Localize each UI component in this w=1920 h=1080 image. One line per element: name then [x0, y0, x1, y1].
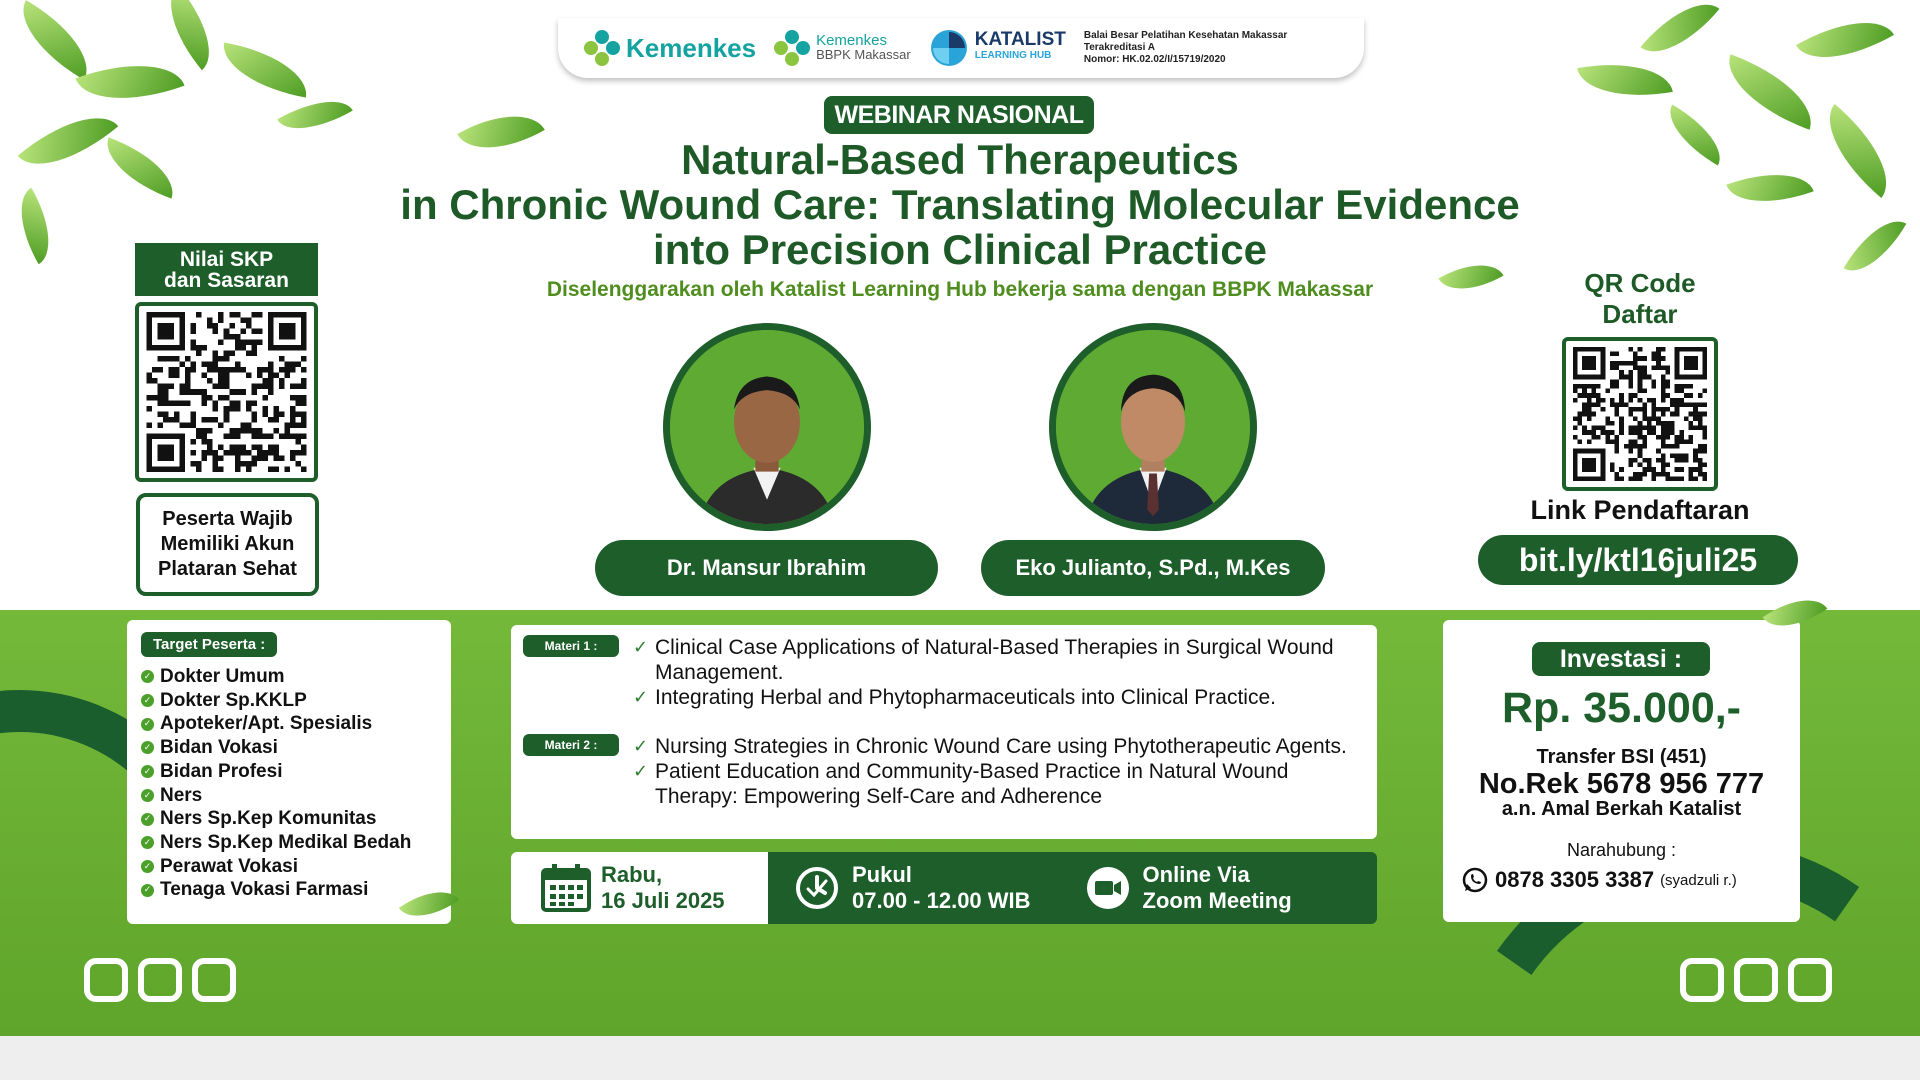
account-number: No.Rek 5678 956 777: [1478, 768, 1765, 800]
target-participants-card: [127, 620, 451, 924]
list-item: [141, 807, 437, 831]
speaker-1-name: Dr. Mansur Ibrahim: [595, 540, 938, 596]
skp-heading: [135, 243, 318, 296]
target-item-text: Bidan Vokasi: [160, 737, 278, 759]
check-icon: ✓: [141, 860, 154, 873]
target-item-text: Ners Sp.Kep Medikal Bedah: [160, 831, 412, 853]
target-item-text: Dokter Umum: [160, 666, 285, 687]
venue-line-1: Online Via: [1142, 862, 1250, 887]
bubble-shape: [192, 958, 236, 1002]
materi-1-label: Materi 1 :: [523, 635, 619, 657]
materi-2-label: Materi 2 :: [523, 734, 619, 756]
partner-logos-bar: [558, 18, 1364, 78]
check-icon: ✓: [633, 687, 649, 707]
list-item: [633, 635, 1363, 685]
decorative-bubbles-right: [1680, 958, 1832, 1002]
bubble-shape: [138, 958, 182, 1002]
check-icon: ✓: [141, 836, 154, 849]
target-item-text: Dokter Sp.KKLP: [160, 689, 307, 711]
qr-code-icon: [145, 312, 308, 472]
event-time-venue: [768, 852, 1377, 924]
account-requirement-note: [136, 493, 319, 596]
list-item: [141, 831, 437, 855]
registration-qr-heading: [1540, 268, 1740, 330]
bubble-shape: [1734, 958, 1778, 1002]
event-title-line: in Chronic Wound Care: Translating Molecular Evidence: [400, 181, 1520, 228]
event-day: Rabu,: [601, 862, 663, 887]
account-name: a.n. Amal Berkah Katalist: [1501, 798, 1742, 820]
event-date-text: 16 Juli 2025: [601, 888, 725, 913]
registration-qr-code[interactable]: [1562, 337, 1718, 491]
materi-item-text: Integrating Herbal and Phytopharmaceuticals into Clinical Practice.: [655, 686, 1276, 709]
accreditation-line: Terakreditasi A: [1083, 42, 1156, 53]
check-icon: ✓: [141, 694, 154, 707]
decorative-bubbles-left: [84, 958, 236, 1002]
katalist-mark-icon: [929, 28, 969, 68]
list-item: [633, 734, 1363, 759]
list-item: [633, 685, 1363, 710]
qr-code-icon: [1572, 347, 1708, 481]
list-item: [141, 855, 437, 879]
materi-2-items: [633, 734, 1363, 809]
event-venue: [1085, 862, 1292, 914]
organizer-subtitle: Diselenggarakan oleh Katalist Learning Hub bekerja sama dengan BBPK Makassar: [546, 278, 1374, 301]
target-item-text: Apoteker/Apt. Spesialis: [160, 713, 373, 735]
bbpk-logo-bottom: BBPK Makassar: [816, 47, 911, 62]
target-label: Target Peserta :: [141, 632, 277, 657]
registration-link-label: Link Pendaftaran: [1530, 495, 1750, 525]
bubble-shape: [84, 958, 128, 1002]
check-icon: ✓: [633, 736, 649, 756]
qr-heading-line: Daftar: [1602, 299, 1678, 329]
list-item: [141, 689, 437, 713]
bubble-shape: [1680, 958, 1724, 1002]
event-title-line: Natural-Based Therapeutics: [681, 136, 1239, 183]
investment-label: Investasi :: [1532, 642, 1710, 676]
accreditation-text: [1084, 30, 1287, 66]
check-icon: ✓: [633, 637, 649, 657]
time-label: Pukul: [852, 862, 912, 887]
materi-2: [523, 734, 1363, 809]
check-icon: ✓: [141, 718, 154, 731]
person-icon: [1056, 330, 1250, 524]
check-icon: ✓: [141, 813, 154, 826]
video-camera-icon: [1085, 865, 1131, 911]
venue-line-2: Zoom Meeting: [1142, 888, 1292, 913]
speaker-1-photo: [663, 323, 871, 531]
person-icon: [670, 330, 864, 524]
list-item: [141, 712, 437, 736]
event-date: [511, 852, 771, 924]
target-item-text: Perawat Vokasi: [160, 855, 299, 877]
target-item-text: Tenaga Vokasi Farmasi: [160, 879, 369, 901]
contact-phone-row[interactable]: [1461, 866, 1737, 894]
target-item-text: Bidan Profesi: [160, 760, 283, 782]
kemenkes-logo-text: Kemenkes: [626, 32, 757, 63]
investment-card: [1443, 620, 1800, 922]
check-icon: ✓: [141, 789, 154, 802]
katalist-logo: [929, 28, 1066, 68]
katalist-logo-bottom: LEARNING HUB: [974, 50, 1052, 61]
check-icon: ✓: [141, 765, 154, 778]
target-list: [141, 665, 437, 902]
list-item: [141, 760, 437, 784]
kemenkes-mark-icon: [584, 30, 620, 66]
materials-card: [511, 625, 1377, 839]
accreditation-line: Nomor: HK.02.02/I/15719/2020: [1083, 54, 1226, 65]
webinar-tag: WEBINAR NASIONAL: [824, 96, 1094, 134]
skp-qr-code[interactable]: [135, 302, 318, 482]
list-item: [141, 665, 437, 689]
qr-heading-line: QR Code: [1584, 268, 1696, 298]
materi-item-text: Clinical Case Applications of Natural-Based Therapies in Surgical Wound Management.: [655, 636, 1334, 684]
skp-heading-line: Nilai SKP: [179, 248, 274, 271]
time-value: 07.00 - 12.00 WIB: [852, 888, 1031, 913]
skp-heading-line: dan Sasaran: [164, 269, 289, 292]
note-line: Memiliki Akun: [160, 533, 295, 555]
event-time: [794, 862, 1031, 914]
note-line: Peserta Wajib: [162, 508, 293, 530]
note-line: Plataran Sehat: [158, 558, 297, 580]
bbpk-logo-top: Kemenkes: [816, 32, 887, 49]
transfer-bank: Transfer BSI (451): [1536, 746, 1707, 768]
clock-icon: [794, 865, 840, 911]
whatsapp-icon: [1461, 866, 1489, 894]
check-icon: ✓: [141, 670, 154, 683]
materi-item-text: Nursing Strategies in Chronic Wound Care using Phytotherapeutic Agents.: [655, 735, 1347, 758]
target-item-text: Ners: [160, 784, 203, 806]
kemenkes-logo: [584, 30, 756, 66]
bottom-strip: [0, 1036, 1920, 1080]
materi-1-items: [633, 635, 1363, 710]
check-icon: ✓: [633, 761, 649, 781]
registration-link[interactable]: bit.ly/ktl16juli25: [1478, 535, 1798, 585]
list-item: [141, 736, 437, 760]
materi-1: [523, 635, 1363, 710]
speaker-2-photo: [1049, 323, 1257, 531]
check-icon: ✓: [141, 884, 154, 897]
investment-price: Rp. 35.000,-: [1502, 684, 1741, 732]
katalist-logo-top: KATALIST: [974, 29, 1066, 50]
target-item-text: Ners Sp.Kep Komunitas: [160, 808, 377, 830]
contact-label: Narahubung :: [1566, 840, 1677, 860]
list-item: [141, 784, 437, 808]
event-title: [300, 137, 1620, 272]
contact-name: (syadzuli r.): [1660, 871, 1737, 889]
materi-item-text: Patient Education and Community-Based Practice in Natural Wound Therapy: Empowering Self-Care and Adherence: [655, 760, 1289, 808]
check-icon: ✓: [141, 741, 154, 754]
event-title-line: into Precision Clinical Practice: [653, 226, 1267, 273]
calendar-icon: [541, 864, 591, 912]
bubble-shape: [1788, 958, 1832, 1002]
speaker-2-name: Eko Julianto, S.Pd., M.Kes: [981, 540, 1325, 596]
contact-phone: 0878 3305 3387: [1495, 867, 1655, 892]
bbpk-mark-icon: [774, 30, 810, 66]
list-item: [633, 759, 1363, 809]
bbpk-makassar-logo: [774, 30, 911, 66]
accreditation-line: Balai Besar Pelatihan Kesehatan Makassar: [1083, 30, 1288, 41]
list-item: [141, 878, 437, 902]
